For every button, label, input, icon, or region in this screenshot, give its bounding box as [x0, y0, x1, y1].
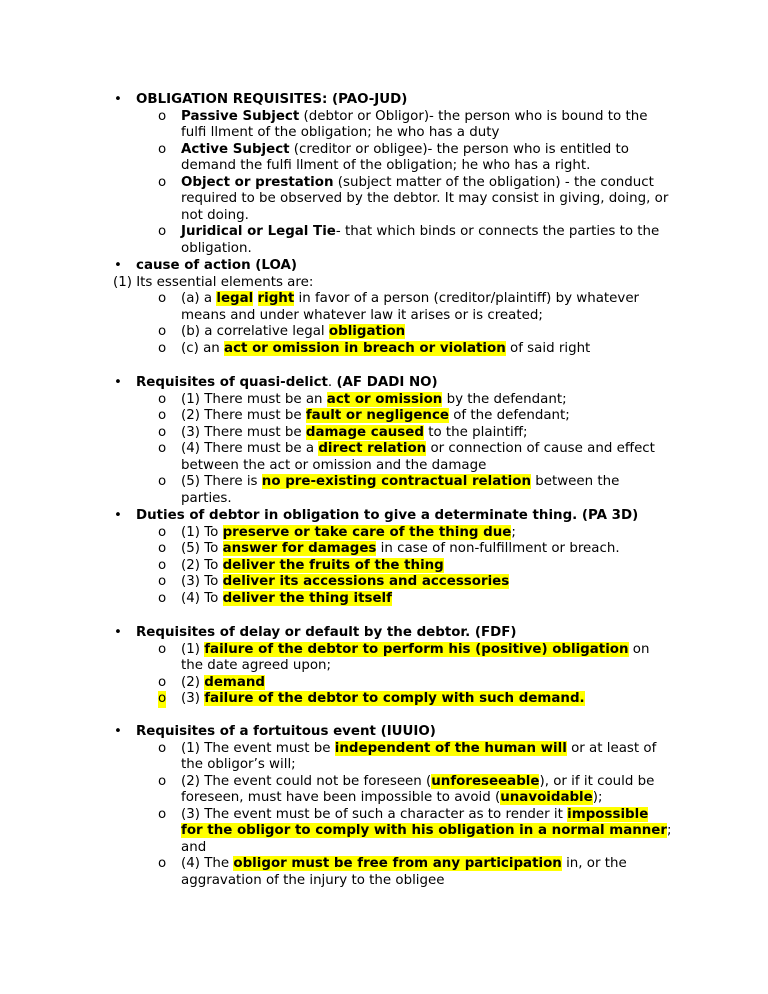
section-cause-of-action: [0, 258, 768, 357]
list-item: o (3) The event must be of such a character as to render it impossible for the obligor to comply with his obligation in a normal manner; and: [158, 806, 672, 855]
sub-bullet-icon: o: [158, 340, 167, 356]
section-heading: • Requisites of a fortuitous event (IUUIO): [114, 724, 436, 739]
sub-bullet-icon: o: [158, 291, 167, 306]
sub-bullet-icon: o: [158, 574, 167, 589]
section-delay-default: [0, 625, 768, 708]
sub-bullet-icon: o: [158, 524, 167, 540]
bullet-icon: •: [114, 508, 122, 523]
section-heading: • Requisites of delay or default by the debtor. (FDF): [114, 625, 517, 640]
list-item: o (1) failure of the debtor to perform his (positive) obligation on the date agreed upon;: [158, 641, 650, 673]
list-item: o (1) The event must be independent of the human will or at least of the obligor’s will;: [158, 740, 657, 772]
sub-bullet-icon: o: [158, 174, 167, 190]
list-item: o (a) a legal right in favor of a person (creditor/plaintiff) by whatever means and under whatever law it arises or is created;: [158, 291, 640, 323]
sub-bullet-icon: o: [158, 541, 167, 556]
list-item: o (5) There is no pre-existing contractual relation between the parties.: [158, 474, 620, 506]
bullet-icon: •: [114, 625, 122, 640]
bullet-icon: •: [114, 92, 122, 107]
bullet-icon: •: [114, 724, 122, 739]
section-heading: • Duties of debtor in obligation to give a determinate thing. (PA 3D): [114, 508, 639, 523]
sub-bullet-icon: o: [158, 856, 167, 871]
sub-bullet-icon: o: [158, 674, 167, 690]
sub-bullet-icon: o: [158, 324, 167, 339]
list-item: o (2) demand: [158, 674, 266, 690]
sub-bullet-icon: o: [158, 424, 167, 440]
sub-list: [0, 525, 768, 608]
sub-list: [0, 291, 768, 357]
list-item: o Juridical or Legal Tie- that which binds or connects the parties to the obligation.: [158, 224, 660, 256]
section-intro: (1) Its essential elements are:: [113, 274, 314, 290]
list-item: o (5) To answer for damages in case of non-fulfillment or breach.: [158, 541, 620, 556]
section-heading: • cause of action (LOA): [114, 258, 297, 273]
list-item: o (3) To deliver its accessions and accessories: [158, 574, 510, 589]
sub-bullet-icon: o: [158, 740, 167, 756]
list-item: o (3) failure of the debtor to comply with such demand.: [158, 691, 585, 706]
sub-bullet-icon: o: [158, 441, 167, 456]
sub-bullet-icon: o: [158, 773, 167, 789]
sub-bullet-icon: o: [158, 141, 167, 157]
sub-bullet-icon: o: [158, 408, 167, 423]
sub-bullet-icon: o: [158, 108, 167, 124]
list-item: o (4) To deliver the thing itself: [158, 590, 392, 606]
sub-bullet-icon: o: [158, 224, 167, 239]
list-item: o (b) a correlative legal obligation: [158, 324, 406, 339]
sub-bullet-icon: o: [158, 641, 167, 657]
sub-bullet-icon: o: [158, 557, 167, 573]
section-heading: • OBLIGATION REQUISITES: (PAO-JUD): [114, 92, 408, 107]
list-item: o Passive Subject (debtor or Obligor)- the person who is bound to the fulfi llment of the obligation; he who has a duty: [158, 108, 648, 140]
list-item: o (2) To deliver the fruits of the thing: [158, 557, 444, 573]
bullet-icon: •: [114, 375, 122, 390]
list-item: o (c) an act or omission in breach or violation of said right: [158, 340, 591, 356]
sub-bullet-icon: o: [158, 691, 167, 706]
section-fortuitous-event: [0, 724, 768, 889]
list-item: o Object or prestation (subject matter of the obligation) - the conduct required to be observed by the debtor. It may consist in giving, doing, or not doing.: [158, 174, 669, 223]
section-duties-of-debtor: [0, 508, 768, 607]
sub-list: [0, 392, 768, 508]
list-item: o (2) There must be fault or negligence of the defendant;: [158, 408, 570, 423]
sub-bullet-icon: o: [158, 391, 167, 407]
list-item: o (4) There must be a direct relation or connection of cause and effect between the act or omission and the damage: [158, 441, 655, 473]
list-item: o (2) The event could not be foreseen (unforeseeable), or if it could be foreseen, must have been impossible to avoid (unavoidable);: [158, 773, 655, 805]
sub-bullet-icon: o: [158, 806, 167, 822]
section-heading: • Requisites of quasi-delict. (AF DADI NO): [114, 375, 438, 390]
sub-bullet-icon: o: [158, 590, 167, 606]
list-item: o Active Subject (creditor or obligee)- the person who is entitled to demand the fulfi llment of the obligation; he who has a right.: [158, 141, 629, 173]
bullet-icon: •: [114, 258, 122, 273]
sub-list: [0, 642, 768, 708]
sub-bullet-icon: o: [158, 474, 167, 489]
section-obligation-requisites: [0, 92, 768, 257]
list-item: o (4) The obligor must be free from any participation in, or the aggravation of the injury to the obligee: [158, 856, 627, 888]
list-item: o (1) There must be an act or omission by the defendant;: [158, 391, 567, 407]
sub-list: [0, 741, 768, 890]
section-quasi-delict: [0, 375, 768, 507]
list-item: o (1) To preserve or take care of the thing due;: [158, 524, 516, 540]
list-item: o (3) There must be damage caused to the plaintiff;: [158, 424, 528, 440]
sub-list: [0, 109, 768, 258]
